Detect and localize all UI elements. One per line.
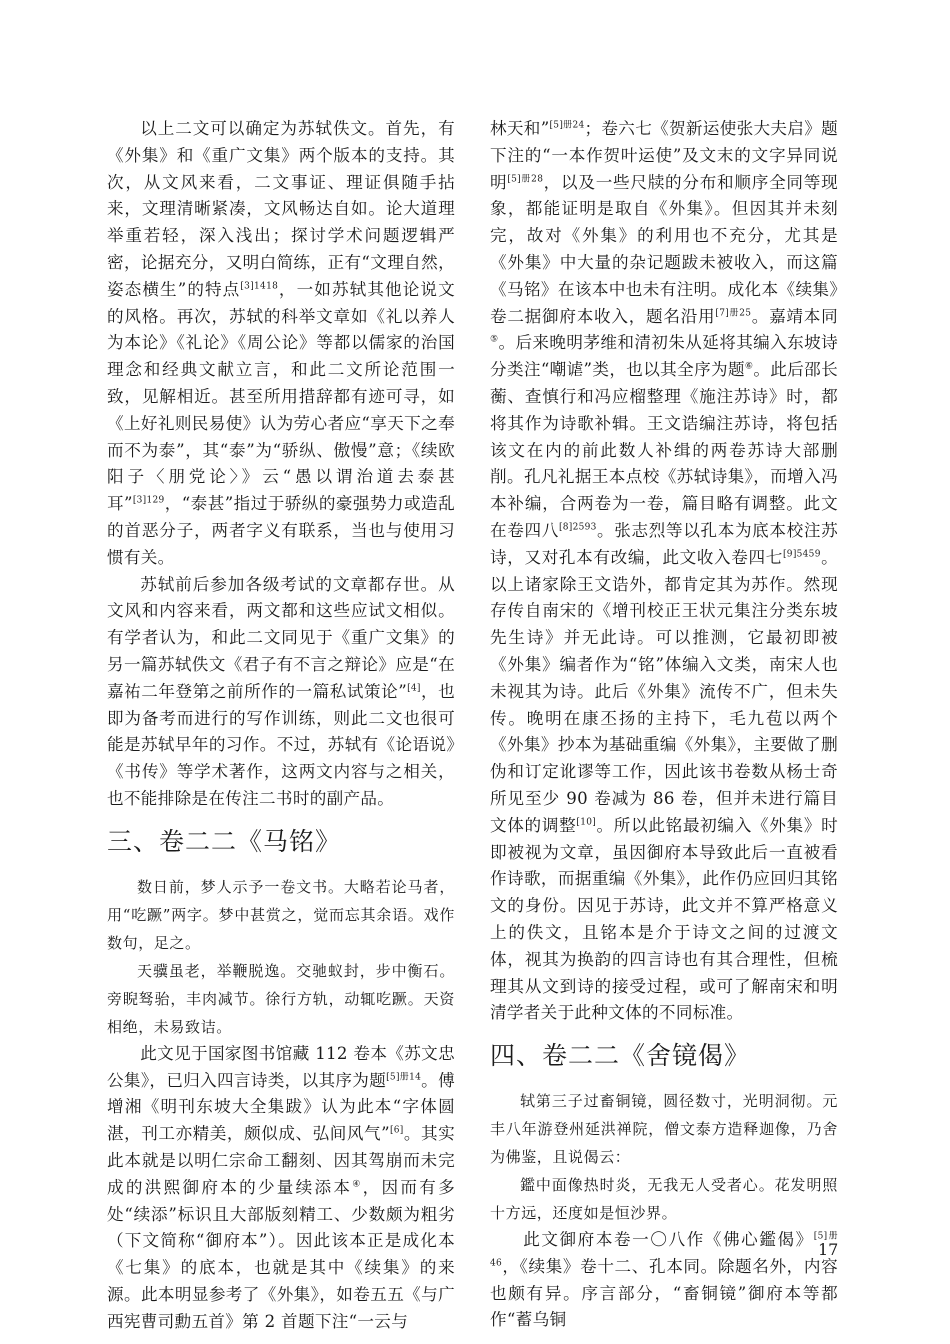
- text-run: ，以及一些尺牍的分布和顺序全同等现象，都能证明是取自《外集》。但因其并未刻完，故对《外集》的利用也不充分，尤其是《外集》中大量的杂记题跋未被收入，而这篇《马铭》在该本中也未有注明。成化本《续集》卷二据御府本收入，题名沿用: [490, 172, 838, 326]
- paragraph: [107, 116, 455, 572]
- citation: [9]5459: [782, 549, 821, 560]
- citation: [6]: [389, 1125, 404, 1136]
- citation: [3]129: [132, 495, 165, 506]
- text-run: 林天和”: [490, 119, 550, 138]
- right-column: [490, 116, 838, 1334]
- paragraph: [490, 116, 838, 1027]
- footnote-marker: ⑥: [744, 361, 754, 372]
- text-run: 苏轼前后参加各级考试的文章都存世。从文风和内容来看，两文都和这些应试文相似。有学者认为，和此二文同见于《重广文集》的另一篇苏轼佚文《君子有不言之辩论》应是“在嘉祐二年登第之前所作的一篇私试策论”: [107, 574, 455, 701]
- quote-verse: 天骥虽老，举鞭脱逸。交驰蚁封，步中衡石。旁睨驽骀，丰肉减节。徐行方轨，动辄吃蹶。天资相绝，未易致诘。: [107, 961, 455, 1036]
- footnote-marker: ④: [352, 1179, 363, 1190]
- text-run: 以上二文可以确定为苏轼佚文。首先，有《外集》和《重广文集》两个版本的支持。其次，从文风来看，二文事证、理证俱随手拈来，文理清晰紧凑，文风畅达自如。论大道理举重若轻，深入浅出；探讨学术问题逻辑严密，论据充分，又明白简练，正有“文理自然，姿态横生”的特点: [107, 119, 455, 299]
- text-run: 此文见于国家图书馆藏 112 卷本《苏文忠公集》，已归入四言诗类，以其序为题: [107, 1043, 455, 1090]
- text-run: 。傅增湘《明刊东坡大全集跋》认为此本“字体圆湛，刊工亦精美，颇似成、弘间风气”: [107, 1070, 455, 1144]
- text-run: 。以上诸家除王文诰外，都肯定其为苏作。然现存传自南宋的《增刊校正王状元集注分类东坡先生诗》并无此诗。可以推测，它最初即被《外集》编者作为“铭”体编入文类，南宋人也未视其为诗。此后《外集》流传不广，但未失传。晚明在康丕扬的主持下，毛九苞以两个《外集》抄本为基础重编《外集》，主要做了删伪和订定讹谬等工作，因此该书卷数从杨士奇所见至少 90 卷减为 86 卷，但并未进行篇目文体的调整: [490, 547, 838, 835]
- citation: [5]册24: [549, 120, 585, 131]
- text-run: ，《续集》卷十二、孔本同。除题名外，内容也颇有异。序言部分，“畜铜镜”御府本等都作“蓄乌铜: [490, 1256, 838, 1330]
- citation: [5]册28: [507, 174, 544, 185]
- footnote-marker: ⑤: [490, 334, 499, 345]
- text-run: 。后来晚明茅维和清初朱从延将其编入东坡诗分类注“嘲谑”类，也以其全序为题: [490, 333, 839, 380]
- text-run: ，一如苏轼其他论说文的风格。再次，苏轼的科举文章如《礼以养人为本论》《礼论》《周公论》等都以儒家的治国理念和经典文献立言，和此二文所论范围一致，见解相近。甚至所用措辞都有迹可寻，如《上好礼则民易使》认为劳心者应“享天下之奉而不为泰”，其“泰”为“骄纵、傲慢”意；《续欧阳子〈朋党论〉》云“愚以谓治道去泰甚耳”: [107, 279, 455, 514]
- citation: [10]: [576, 817, 597, 828]
- citation: [4]: [407, 683, 421, 694]
- quote-verse: 鑑中面像热时炎，无我无人受者心。花发明照十方远，还度如是恒沙界。: [490, 1176, 838, 1223]
- text-run: ，也即为备考而进行的写作训练，则此二文也很可能是苏轼早年的习作。不过，苏轼有《论语说》《书传》等学术著作，这两文内容与之相关，也不能排除是在传注二书时的副产品。: [107, 681, 455, 808]
- citation: [7]册25: [715, 308, 752, 319]
- text-run: 。张志烈等以孔本为底本校注苏诗，又对孔本有改编，此文收入卷四七: [490, 520, 839, 567]
- text-run: ，“泰甚”指过于骄纵的豪强势力或造乱的首恶分子，两者字义有联系，当也与使用习惯有关。: [107, 494, 455, 567]
- quote-preface: 轼第三子过畜铜镜，圆径数寸，光明洞彻。元丰八年游登州延洪禅院，僧文泰方造释迦像，乃舍为佛鉴，且说偈云：: [490, 1092, 838, 1167]
- text-run: 。其实此本就是以明仁宗命工翻刻、因其驾崩而未完成的洪熙御府本的少量续添本: [107, 1124, 455, 1197]
- text-run: 。嘉靖本同: [751, 306, 838, 326]
- citation: [8]2593: [558, 522, 597, 533]
- text-run: 。此后邵长蘅、查慎行和冯应榴整理《施注苏诗》时，都将其作为诗歌补辑。王文诰编注苏诗，将包括该文在内的前此数人补缉的两卷苏诗大部删削。孔凡礼据王本点校《苏轼诗集》，而增入冯本补编，合两卷为一卷，篇目略有调整。此文在卷四八: [490, 360, 839, 540]
- text-run: ；卷六七《贺新运使张大夫启》题下注的“一本作贺叶运使”及文末的文字异同说明: [490, 119, 838, 192]
- paragraph: [107, 1041, 455, 1336]
- page-number: 17: [818, 1240, 839, 1259]
- paragraph: [107, 572, 455, 813]
- section-heading: 三、卷二二《马铭》: [107, 826, 342, 856]
- citation: [3]1418: [240, 281, 279, 292]
- text-run: ，因而有多处“续添”标识且大部版刻精工、少数颇为粗劣（下文简称“御府本”）。因此该本正是成化本《七集》的底本，也就是其中《续集》的来源。此本明显参考了《外集》，如卷五五《与广西宪曹司勳五首》第 2 首题下注“一云与: [107, 1177, 455, 1331]
- section-heading: 四、卷二二《舍镜偈》: [490, 1041, 751, 1071]
- citation: [5]册46: [490, 1231, 838, 1269]
- left-column: [107, 116, 455, 1335]
- citation: [5]册14: [386, 1071, 422, 1082]
- text-run: 。所以此铭最初编入《外集》时即被视为文章，虽因御府本导致此后一直被看作诗歌，而据重编《外集》，此作仍应回归其铭文的身份。因见于苏诗，此文并不算严格意义上的佚文，且铭本是介于诗文之间的过渡文体，视其为换韵的四言诗也有其合理性，但梳理其从文到诗的接受过程，或可了解南宋和明清学者关于此种文体的不同标准。: [490, 815, 839, 1023]
- text-run: 此文御府本卷一〇八作《佛心鑑偈》: [523, 1230, 814, 1250]
- paragraph: [490, 1227, 838, 1334]
- quote-preface: 数日前，梦人示予一卷文书。大略若论马者，用“吃蹶”两字。梦中甚赏之，觉而忘其余语。戏作数句，足之。: [107, 877, 455, 952]
